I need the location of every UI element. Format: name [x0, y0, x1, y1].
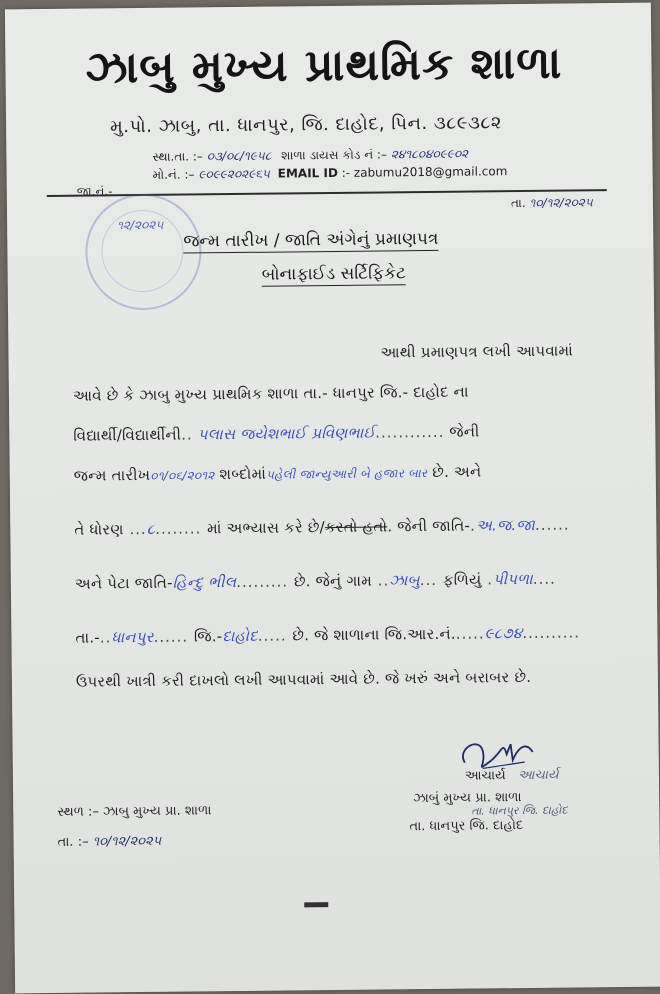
- subcaste-label: અને પેટા જાતિ-: [74, 573, 173, 593]
- faliyu-label: ફળિયું: [442, 570, 482, 589]
- footer-date-value: ૧૦/૧૨/૨૦૨૫: [92, 833, 162, 850]
- body-line-1: આથી પ્રમાણપત્ર લખી આપવામાં: [380, 341, 574, 362]
- established-row: [152, 147, 468, 165]
- district-label: જિ.-: [193, 627, 223, 646]
- standard-label: તે ધોરણ: [74, 520, 124, 539]
- body-line-2: આવે છે કે ઝાબુ મુખ્ય પ્રાથમિક શાળા તા.- ધાનપુર જિ.- દાહોદ ના: [72, 382, 469, 405]
- school-address: મુ.પો. ઝાબુ, તા. ધાનપુર, જિ. દાહોદ, પિન. ૩૮૯૩૮૨: [109, 112, 502, 138]
- dob-in-words: પહેલી જાન્યુઆરી બે હજાર બાર: [265, 466, 428, 482]
- body-line-4: [74, 462, 482, 484]
- gr-number: ૯૮૭૪: [484, 624, 523, 643]
- page-mark: [304, 902, 328, 907]
- established-value: ૦૩/૦૮/૧૯૫૮: [206, 148, 272, 164]
- study-text: માં અભ્યાસ કરે છે/: [206, 518, 325, 538]
- contact-row: [153, 164, 508, 183]
- established-label: સ્થા.તા. :–: [152, 149, 203, 164]
- gr-label: છે. જે શાળાના જિ.આર.નં.: [292, 624, 456, 645]
- certificate-title-line1: જન્મ તારીખ / જાતિ અંગેનું પ્રમાણપત્ર: [183, 228, 439, 252]
- dise-value: ૨૪૧૮૦૪૦૯૯૦૨: [390, 146, 469, 162]
- mobile-label: મો.નં. :–: [152, 167, 195, 182]
- student-label: વિદ્યાર્થી/વિદ્યાર્થીની: [73, 425, 182, 445]
- seal-number: ૧૨/૨૦૨૫: [117, 217, 164, 233]
- footer-date-label: તા. :–: [57, 834, 89, 850]
- student-name: પલાસ જયેશભાઈ પ્રવિણભાઈ: [197, 423, 376, 444]
- issue-date-label: તા.: [510, 195, 526, 211]
- principal-school: ઝાબું મુખ્ય પ્રા. શાળા: [413, 790, 522, 807]
- footer-date: [58, 834, 162, 850]
- study-struck-text: કરતો હતો: [324, 517, 388, 537]
- issue-date-row: [511, 195, 593, 211]
- dob-value: ૦૧/૦૬/૨૦૧૨: [150, 468, 215, 483]
- taluka-value: ધાનપુર: [111, 627, 154, 647]
- faliyu-value: પીપળા: [492, 569, 533, 589]
- subcaste-value: હિન્દુ ભીલ: [172, 573, 237, 592]
- district-value: દાહોદ: [222, 626, 258, 646]
- body-line-3: વિદ્યાર્થી/વિદ્યાર્થીની.. પલાસ જયેશભાઈ પ્રવિણભાઈ............ જેની: [73, 422, 480, 445]
- mobile-value: ૯૦૯૯૨૦૨૯૬૫: [198, 166, 270, 182]
- dob-suffix: છે. અને: [432, 462, 482, 481]
- dise-label: શાળા ડાયસ કોડ નં :–: [281, 147, 388, 163]
- certificate-title-line2: બોનાફાઈડ સર્ટિફિકેટ: [261, 263, 407, 285]
- village-value: ઝાબુ: [389, 571, 420, 590]
- footer-place: સ્થળ :– ઝાબુ મુખ્ય પ્રા. શાળા: [57, 803, 212, 820]
- email-value: :- zabumu2018@gmail.com: [341, 164, 508, 180]
- outward-number-label: જા.નં.-: [76, 184, 113, 199]
- dob-label: જન્મ તારીખ: [73, 465, 151, 485]
- principal-label: આચાર્ય: [464, 768, 506, 784]
- school-name: ઝાબુ મુખ્ય પ્રાથમિક શાળા: [85, 37, 563, 94]
- standard-value: ૮: [146, 519, 156, 538]
- body-line-6: અને પેટા જાતિ-હિન્દુ ભીલ......... છે. જેનું ગામ ..ઝાબુ... ફળિયું .પીપળા....: [74, 569, 556, 593]
- certificate-subtitle: [262, 263, 406, 285]
- principal-stamp-label: આચાર્ય: [517, 767, 559, 784]
- issue-date-value: ૧૦/૧૨/૨૦૨૫: [529, 195, 593, 210]
- certificate-page: [5, 3, 660, 994]
- body-line-7: તા.-..ધાનપુર...... જિ.-દાહોદ..... છે. જે શાળાના જિ.આર.નં......૯૮૭૪..........: [75, 623, 581, 647]
- taluka-label: તા.-: [75, 628, 100, 647]
- body-line-5: તે ધોરણ ...૮........ માં અભ્યાસ કરે છે/કરતો હતો. જેની જાતિ-.અ.જ.જા......: [74, 515, 570, 539]
- body-line-8: ઉપરથી ખાત્રી કરી દાખલો લખી આપવામાં આવે છે. જે ખરું અને બરાબર છે.: [75, 667, 532, 691]
- certificate-title: [183, 229, 438, 252]
- principal-designation: [465, 768, 559, 784]
- student-suffix: જેની: [449, 422, 480, 441]
- dob-words-label: શબ્દોમાં: [219, 464, 267, 484]
- caste-label: . જેની જાતિ-: [387, 516, 471, 536]
- signature-stamp-place: તા. ધાનપુર જિ. દાહોદ: [471, 803, 568, 818]
- village-label: છે. જેનું ગામ: [293, 571, 373, 591]
- principal-place: તા. ધાનપુર જિ. દાહોદ: [409, 818, 524, 835]
- caste-value: અ.જ.જા: [475, 515, 536, 535]
- email-label: EMAIL ID: [277, 165, 338, 181]
